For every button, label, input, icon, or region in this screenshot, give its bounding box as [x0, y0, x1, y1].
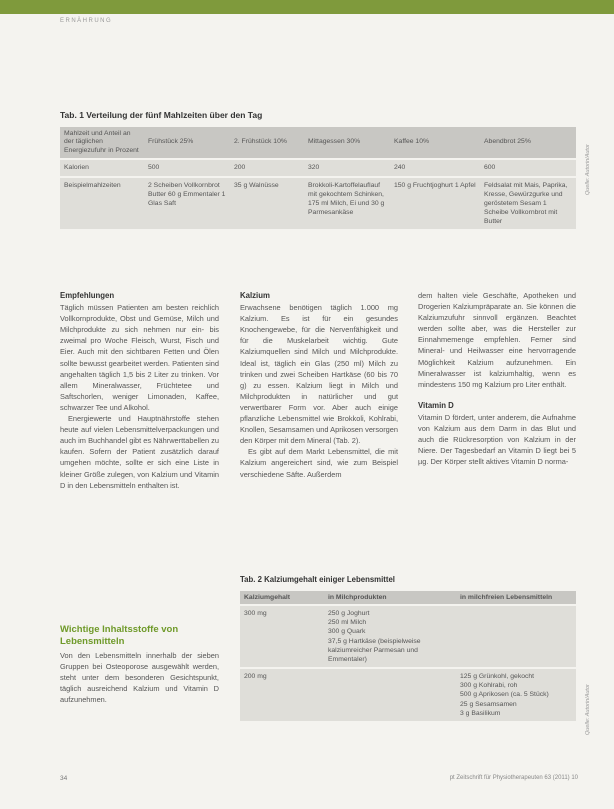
kalzium-paragraph-1: Erwachsene benötigen täglich 1.000 mg Kalzium. Es ist für ein gesundes Knochengewebe, für die Nervenfähigkeit und für die Muskelarbeit wichtig. Gute Kalziumquellen sind Milch und Milchprodukte. Ideal ist, täglich ein Glas (250 ml) Milch zu trinken und zwei Scheiben Hartkäse (60 bis 70 g) zu essen. Kalzium liegt in Milch und Milchprodukten in natürlicher und gut verwertbarer Form vor. Aber auch einige pflanzliche Lebensmittel wie Brokkoli, Kohlrabi, Knollen, Sesamsamen und Aprikosen versorgen den Körper mit dem Mineral (Tab. 2).	[240, 303, 398, 446]
empfehlungen-heading: Empfehlungen	[60, 291, 115, 300]
table-cell: 320	[304, 159, 390, 176]
table-cell: 125 g Grünkohl, gekocht 300 g Kohlrabi, roh 500 g Aprikosen (ca. 5 Stück) 25 g Sesamsamen 3 g Basilikum	[456, 668, 576, 721]
table-cell: 600	[480, 159, 576, 176]
table1	[60, 127, 576, 229]
table-cell: Brokkoli-Kartoffelauflauf mit gekochtem Schinken, 175 ml Milch, Ei und 30 g Parmesankäse	[304, 177, 390, 230]
table1-header-row	[60, 127, 576, 159]
top-color-bar	[0, 0, 614, 14]
table-row	[240, 668, 576, 721]
table-cell: 35 g Walnüsse	[230, 177, 304, 230]
table-cell: 240	[390, 159, 480, 176]
table-cell: Feldsalat mit Mais, Paprika, Kresse, Gewürzgurke und geröstetem Sesam 1 Scheibe Vollkornbrot mit Butter	[480, 177, 576, 230]
kalzium-paragraph-2: Es gibt auf dem Markt Lebensmittel, die mit Kalzium angereichert sind, wie zum Beispiel verschiedene Säfte. Außerdem	[240, 447, 398, 479]
table-cell: 2 Scheiben Vollkornbrot Butter 60 g Emmentaler 1 Glas Saft	[144, 177, 230, 230]
table1-header-cell: Frühstück 25%	[144, 127, 230, 159]
table2-header-row	[240, 591, 576, 605]
wichtige-paragraph: Von den Lebensmitteln innerhalb der sieben Gruppen bei Osteoporose ausgewählt werden, steht unter dem besonderen Gesichtspunkt, täglich ausreichend Kalzium und Vitamin D aufzunehmen.	[60, 651, 219, 705]
column-wichtige	[60, 650, 219, 705]
journal-footer: pt Zeitschrift für Physiotherapeuten 63 (2011) 10	[449, 775, 578, 781]
table-cell: 500	[144, 159, 230, 176]
empfehlungen-paragraph-2: Energiewerte und Hauptnährstoffe stehen heute auf vielen Lebensmittelverpackungen und auch im Buchhandel gibt es Nährwerttabellen zu kaufen. Sofern der Patient zusätzlich darauf umgehen möchte, sollte er sich eine Liste in kleiner Größe zulegen, von Kalzium und Vitamin D in den Lebensmitteln enthalten ist.	[60, 414, 219, 490]
table-cell: 200 mg	[240, 668, 324, 721]
table2-credit: Quelle: Autorin/Autor	[585, 684, 591, 735]
table-cell: Kalorien	[60, 159, 144, 176]
table2-title: Tab. 2 Kalziumgehalt einiger Lebensmittel	[240, 575, 395, 584]
wichtige-heading: Wichtige Inhaltsstoffe von Lebensmitteln	[60, 624, 179, 647]
table2-header-cell: Kalziumgehalt	[240, 591, 324, 605]
col3-paragraph-1: dem halten viele Geschäfte, Apotheken und Drogerien Kalziumpräparate an. Sie können die Kalziumzufuhr sinnvoll ergänzen. Beachtet werden sollte aber, was die Hersteller zur Einnahmemenge empfehlen. Ferner sind Mineral- und Heilwasser eine hervorragende Möglichkeit Kalzium aufzunehmen. Ein Mineralwasser ist kalziumhaltig, wenn es mindestens 150 mg Kalzium pro Liter enthält.	[418, 291, 576, 389]
table-cell: 300 mg	[240, 605, 324, 668]
table-cell	[456, 605, 576, 668]
column-kalzium	[240, 290, 398, 480]
table-cell	[324, 668, 456, 721]
table-cell: 150 g Fruchtjoghurt 1 Apfel	[390, 177, 480, 230]
table-row	[60, 159, 576, 176]
table1-header-cell: Abendbrot 25%	[480, 127, 576, 159]
column-empfehlungen	[60, 290, 219, 491]
table-cell: Beispielmahlzeiten	[60, 177, 144, 230]
empfehlungen-paragraph-1: Täglich müssen Patienten am besten reichlich Vollkornprodukte, Obst und Gemüse, Milch und Milchprodukte zu sich nehmen nur ein- bis zweimal pro Woche Fleisch, Wurst, Fisch und Eier. Auch mit den sichtbaren Fetten und Ölen sollte bewusst gearbeitet werden. Patienten sind angehalten täglich 1,5 bis 2 Liter zu trinken. Vor allem Mineralwasser, Früchtetee und Saftschorlen, weniger Limonaden, Kaffee, schwarzer Tee und Alkohol.	[60, 303, 219, 412]
page-number: 34	[60, 775, 68, 782]
table1-header-cell: 2. Frühstück 10%	[230, 127, 304, 159]
table2	[240, 591, 576, 721]
table1-title: Tab. 1 Verteilung der fünf Mahlzeiten über den Tag	[60, 110, 263, 120]
table2-header-cell: in Milchprodukten	[324, 591, 456, 605]
table-cell: 200	[230, 159, 304, 176]
kalzium-heading: Kalzium	[240, 291, 270, 300]
col3-paragraph-2: Vitamin D fördert, unter anderem, die Aufnahme von Kalzium aus dem Darm in das Blut und auch die Rückresorption von Kalzium in der Niere. Der Tagesbedarf an Vitamin D liegt bei 5 µg. Der Körper stellt aktives Vitamin D norma-	[418, 412, 576, 467]
table1-credit: Quelle: Autorin/Autor	[585, 144, 591, 195]
vitamin-d-heading: Vitamin D	[418, 400, 454, 410]
table-cell: 250 g Joghurt 250 ml Milch 300 g Quark 37,5 g Hartkäse (beispielweise kalziumreicher Parmesan und Emmentaler)	[324, 605, 456, 668]
column-vitamin-d	[418, 290, 576, 467]
table1-header-cell: Mittagessen 30%	[304, 127, 390, 159]
section-label: ERNÄHRUNG	[60, 18, 113, 24]
table-row	[240, 605, 576, 668]
table1-header-cell: Kaffee 10%	[390, 127, 480, 159]
table1-header-cell: Mahlzeit und Anteil an der täglichen Energiezufuhr in Prozent	[60, 127, 144, 159]
table-row	[60, 177, 576, 230]
table2-header-cell: in milchfreien Lebensmitteln	[456, 591, 576, 605]
